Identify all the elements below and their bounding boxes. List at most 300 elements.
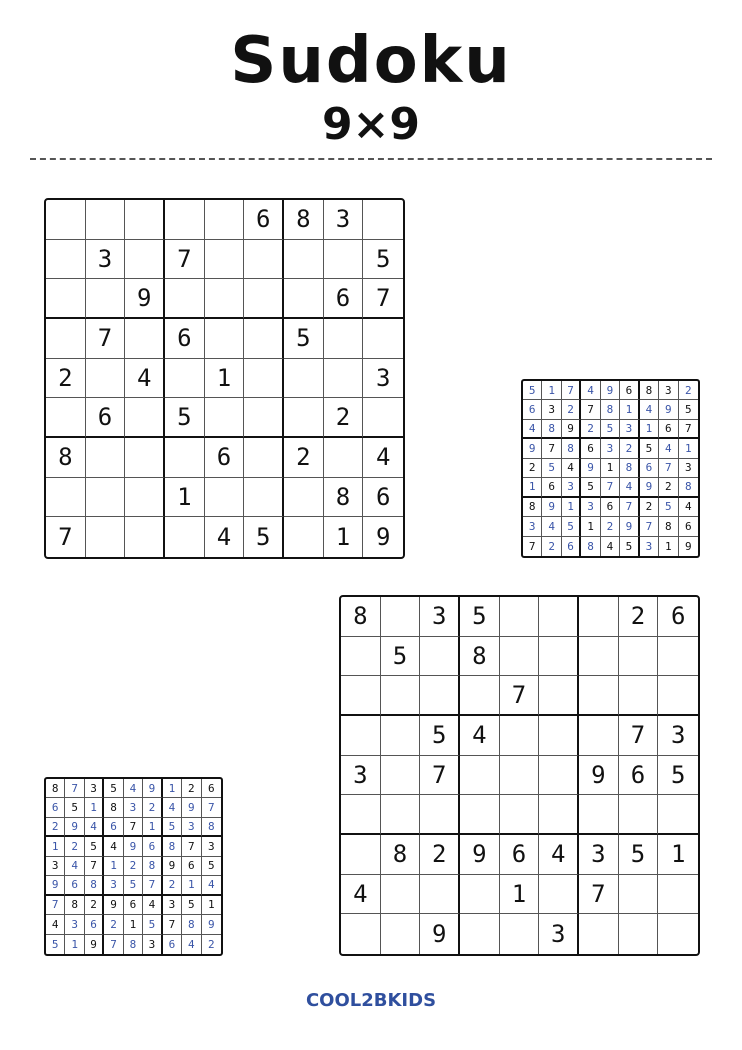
solution-cell: 7 (104, 935, 123, 954)
sudoku-cell[interactable] (205, 478, 245, 518)
solution-cell: 3 (581, 498, 600, 517)
sudoku-cell[interactable] (165, 517, 205, 557)
solution-cell: 1 (659, 537, 678, 556)
sudoku-cell[interactable] (363, 398, 403, 438)
solution-cell: 9 (85, 935, 104, 954)
solution-cell: 2 (523, 459, 542, 478)
sudoku-cell[interactable] (46, 398, 86, 438)
sudoku-cell: 3 (579, 835, 619, 875)
solution-cell: 4 (124, 779, 143, 798)
sudoku-cell: 7 (86, 319, 126, 359)
sudoku-cell[interactable] (420, 676, 460, 716)
solution-cell: 9 (202, 915, 221, 934)
sudoku-cell[interactable] (381, 875, 421, 915)
solution-cell: 5 (124, 876, 143, 895)
solution-cell: 9 (163, 857, 182, 876)
sudoku-cell[interactable] (539, 795, 579, 835)
solution-cell: 4 (679, 498, 698, 517)
sudoku-cell[interactable] (500, 597, 540, 637)
sudoku-cell[interactable] (381, 795, 421, 835)
sudoku-solution-1 (521, 379, 700, 558)
sudoku-cell: 2 (46, 359, 86, 399)
sudoku-cell: 5 (284, 319, 324, 359)
solution-cell: 9 (523, 439, 542, 458)
solution-cell: 3 (523, 517, 542, 536)
sudoku-cell[interactable] (460, 756, 500, 796)
sudoku-cell[interactable] (539, 676, 579, 716)
sudoku-cell: 7 (500, 676, 540, 716)
sudoku-cell[interactable] (244, 240, 284, 280)
solution-cell: 4 (640, 400, 659, 419)
solution-cell: 6 (640, 459, 659, 478)
sudoku-cell: 9 (579, 756, 619, 796)
solution-cell: 9 (65, 818, 84, 837)
solution-cell: 8 (104, 798, 123, 817)
solution-cell: 3 (85, 779, 104, 798)
solution-cell: 5 (542, 459, 561, 478)
sudoku-cell[interactable] (324, 240, 364, 280)
sudoku-cell[interactable] (619, 637, 659, 677)
sudoku-cell[interactable] (125, 398, 165, 438)
sudoku-cell[interactable] (500, 795, 540, 835)
sudoku-cell: 8 (324, 478, 364, 518)
solution-cell: 7 (679, 420, 698, 439)
solution-cell: 5 (65, 798, 84, 817)
solution-cell: 7 (202, 798, 221, 817)
sudoku-cell[interactable] (244, 398, 284, 438)
sudoku-cell[interactable] (460, 914, 500, 954)
sudoku-cell[interactable] (324, 438, 364, 478)
solution-cell: 2 (163, 876, 182, 895)
sudoku-cell[interactable] (165, 438, 205, 478)
sudoku-cell: 3 (420, 597, 460, 637)
sudoku-cell[interactable] (500, 914, 540, 954)
sudoku-cell[interactable] (381, 756, 421, 796)
sudoku-cell[interactable] (244, 359, 284, 399)
solution-cell: 4 (143, 896, 162, 915)
sudoku-cell[interactable] (165, 279, 205, 319)
solution-cell: 5 (523, 381, 542, 400)
sudoku-cell[interactable] (205, 279, 245, 319)
sudoku-cell[interactable] (205, 200, 245, 240)
solution-cell: 5 (640, 439, 659, 458)
solution-cell: 8 (202, 818, 221, 837)
solution-cell: 7 (46, 896, 65, 915)
solution-cell: 3 (46, 857, 65, 876)
sudoku-cell[interactable] (420, 637, 460, 677)
page-title: Sudoku (230, 24, 512, 98)
solution-cell: 8 (65, 896, 84, 915)
solution-cell: 9 (640, 478, 659, 497)
sudoku-cell[interactable] (46, 200, 86, 240)
sudoku-cell: 5 (363, 240, 403, 280)
sudoku-cell[interactable] (619, 875, 659, 915)
solution-cell: 8 (620, 459, 639, 478)
sudoku-cell[interactable] (579, 676, 619, 716)
solution-cell: 3 (640, 537, 659, 556)
sudoku-cell[interactable] (205, 398, 245, 438)
solution-cell: 8 (679, 478, 698, 497)
sudoku-cell[interactable] (500, 716, 540, 756)
sudoku-cell[interactable] (579, 637, 619, 677)
sudoku-cell: 7 (619, 716, 659, 756)
sudoku-cell[interactable] (420, 875, 460, 915)
sudoku-cell: 6 (363, 478, 403, 518)
sudoku-puzzle-1[interactable] (44, 198, 405, 559)
sudoku-cell[interactable] (420, 795, 460, 835)
sudoku-cell[interactable] (324, 319, 364, 359)
solution-cell: 1 (65, 935, 84, 954)
sudoku-cell: 9 (375, 523, 391, 552)
sudoku-cell: 6 (205, 438, 245, 478)
solution-cell: 1 (46, 837, 65, 856)
solution-cell: 6 (202, 779, 221, 798)
solution-cell: 1 (562, 498, 581, 517)
sudoku-cell[interactable] (619, 676, 659, 716)
solution-cell: 2 (542, 537, 561, 556)
solution-cell: 3 (202, 837, 221, 856)
sudoku-cell: 4 (460, 716, 500, 756)
sudoku-cell[interactable] (500, 637, 540, 677)
solution-cell: 7 (659, 459, 678, 478)
solution-cell: 1 (85, 798, 104, 817)
solution-cell: 8 (640, 381, 659, 400)
sudoku-cell: 7 (579, 875, 619, 915)
sudoku-cell: 4 (205, 517, 245, 557)
sudoku-cell[interactable] (500, 756, 540, 796)
solution-cell: 2 (207, 937, 215, 951)
sudoku-cell[interactable] (619, 795, 659, 835)
sudoku-cell[interactable] (460, 795, 500, 835)
sudoku-cell[interactable] (539, 756, 579, 796)
sudoku-cell: 6 (86, 398, 126, 438)
sudoku-cell[interactable] (341, 676, 381, 716)
solution-cell: 8 (523, 498, 542, 517)
sudoku-cell[interactable] (205, 319, 245, 359)
sudoku-cell: 5 (619, 835, 659, 875)
sudoku-cell[interactable] (244, 478, 284, 518)
sudoku-cell[interactable] (381, 597, 421, 637)
solution-cell: 1 (620, 400, 639, 419)
sudoku-cell[interactable] (341, 716, 381, 756)
solution-cell: 2 (46, 818, 65, 837)
sudoku-cell: 8 (341, 597, 381, 637)
solution-cell: 1 (542, 381, 561, 400)
sudoku-cell[interactable] (381, 716, 421, 756)
sudoku-cell: 3 (363, 359, 403, 399)
solution-cell: 7 (562, 381, 581, 400)
sudoku-cell[interactable] (46, 279, 86, 319)
sudoku-cell[interactable] (86, 279, 126, 319)
sudoku-cell[interactable] (579, 914, 619, 954)
solution-cell: 9 (104, 896, 123, 915)
solution-cell: 6 (182, 857, 201, 876)
solution-cell: 1 (143, 818, 162, 837)
solution-cell: 2 (182, 779, 201, 798)
solution-cell: 7 (182, 837, 201, 856)
sudoku-cell[interactable] (46, 319, 86, 359)
sudoku-cell[interactable] (46, 478, 86, 518)
sudoku-cell[interactable] (324, 359, 364, 399)
solution-cell: 4 (659, 439, 678, 458)
sudoku-cell[interactable] (86, 438, 126, 478)
sudoku-cell[interactable] (284, 478, 324, 518)
sudoku-cell[interactable] (284, 359, 324, 399)
sudoku-cell[interactable] (363, 319, 403, 359)
solution-cell: 7 (542, 439, 561, 458)
solution-cell: 6 (581, 439, 600, 458)
sudoku-cell[interactable] (658, 795, 698, 835)
sudoku-cell[interactable] (539, 716, 579, 756)
sudoku-cell[interactable] (284, 398, 324, 438)
sudoku-puzzle-2[interactable] (339, 595, 700, 956)
solution-cell: 8 (85, 876, 104, 895)
solution-cell: 4 (46, 915, 65, 934)
sudoku-cell: 1 (658, 835, 698, 875)
sudoku-cell: 8 (284, 200, 324, 240)
sudoku-cell: 5 (381, 637, 421, 677)
sudoku-cell: 3 (539, 914, 579, 954)
sudoku-cell[interactable] (284, 517, 324, 557)
sudoku-cell[interactable] (460, 676, 500, 716)
sudoku-cell[interactable] (86, 517, 126, 557)
solution-cell: 9 (581, 459, 600, 478)
sudoku-cell[interactable] (579, 716, 619, 756)
solution-cell: 6 (163, 935, 182, 954)
sudoku-cell[interactable] (125, 240, 165, 280)
solution-cell: 6 (659, 420, 678, 439)
sudoku-cell: 1 (324, 517, 364, 557)
solution-cell: 8 (163, 837, 182, 856)
solution-cell: 2 (124, 857, 143, 876)
solution-cell: 7 (143, 876, 162, 895)
solution-cell: 6 (46, 798, 65, 817)
solution-cell: 4 (85, 818, 104, 837)
sudoku-cell: 6 (500, 835, 540, 875)
solution-cell: 8 (542, 420, 561, 439)
sudoku-cell[interactable] (619, 914, 659, 954)
solution-cell: 2 (65, 837, 84, 856)
sudoku-cell[interactable] (165, 359, 205, 399)
solution-cell: 7 (163, 915, 182, 934)
solution-cell: 2 (143, 798, 162, 817)
solution-cell: 5 (104, 779, 123, 798)
sudoku-cell[interactable] (284, 240, 324, 280)
site-logo[interactable]: COOL2BKIDS (305, 990, 437, 1011)
sudoku-cell: 1 (165, 478, 205, 518)
sudoku-cell[interactable] (460, 875, 500, 915)
solution-cell: 6 (143, 837, 162, 856)
sudoku-cell: 4 (125, 359, 165, 399)
sudoku-cell[interactable] (125, 319, 165, 359)
solution-cell: 6 (85, 915, 104, 934)
solution-cell: 1 (640, 420, 659, 439)
sudoku-cell: 9 (460, 835, 500, 875)
solution-cell: 6 (104, 818, 123, 837)
solution-cell: 1 (601, 459, 620, 478)
solution-cell: 2 (620, 439, 639, 458)
solution-cell: 7 (65, 779, 84, 798)
solution-cell: 5 (163, 818, 182, 837)
solution-cell: 6 (601, 498, 620, 517)
solution-cell: 2 (601, 517, 620, 536)
solution-cell: 5 (659, 498, 678, 517)
sudoku-cell: 2 (619, 597, 659, 637)
solution-cell: 4 (581, 381, 600, 400)
solution-cell: 4 (104, 837, 123, 856)
solution-cell: 3 (143, 935, 162, 954)
solution-cell: 5 (562, 517, 581, 536)
solution-cell: 9 (659, 400, 678, 419)
sudoku-cell[interactable] (381, 914, 421, 954)
solution-cell: 3 (620, 420, 639, 439)
sudoku-solution-2 (44, 777, 223, 956)
solution-cell: 4 (542, 517, 561, 536)
sudoku-cell: 3 (658, 716, 698, 756)
sudoku-cell[interactable] (658, 914, 698, 954)
sudoku-cell[interactable] (244, 279, 284, 319)
solution-cell: 6 (523, 400, 542, 419)
solution-cell: 5 (202, 857, 221, 876)
solution-cell: 2 (659, 478, 678, 497)
sudoku-cell[interactable] (363, 200, 403, 240)
sudoku-cell[interactable] (658, 676, 698, 716)
sudoku-cell[interactable] (381, 676, 421, 716)
sudoku-cell[interactable] (579, 795, 619, 835)
solution-cell: 3 (659, 381, 678, 400)
sudoku-cell[interactable] (86, 478, 126, 518)
solution-cell: 1 (202, 896, 221, 915)
solution-cell: 3 (679, 459, 698, 478)
sudoku-cell[interactable] (165, 200, 205, 240)
sudoku-cell[interactable] (658, 875, 698, 915)
sudoku-cell[interactable] (125, 200, 165, 240)
solution-cell: 4 (163, 798, 182, 817)
sudoku-cell[interactable] (341, 637, 381, 677)
solution-cell: 6 (124, 896, 143, 915)
sudoku-cell: 7 (165, 240, 205, 280)
sudoku-cell: 9 (420, 914, 460, 954)
solution-cell: 2 (104, 915, 123, 934)
solution-cell: 5 (581, 478, 600, 497)
sudoku-cell: 8 (381, 835, 421, 875)
sudoku-cell: 5 (420, 716, 460, 756)
solution-cell: 2 (581, 420, 600, 439)
solution-cell: 2 (85, 896, 104, 915)
sudoku-cell[interactable] (125, 478, 165, 518)
sudoku-cell[interactable] (244, 319, 284, 359)
sudoku-cell[interactable] (341, 795, 381, 835)
solution-cell: 9 (542, 498, 561, 517)
sudoku-cell: 6 (244, 200, 284, 240)
solution-cell: 7 (124, 818, 143, 837)
sudoku-cell: 6 (658, 597, 698, 637)
sudoku-cell: 7 (420, 756, 460, 796)
solution-cell: 8 (124, 935, 143, 954)
sudoku-cell[interactable] (205, 240, 245, 280)
solution-cell: 8 (143, 857, 162, 876)
sudoku-cell: 4 (341, 875, 381, 915)
sudoku-cell: 5 (460, 597, 500, 637)
sudoku-cell: 5 (165, 398, 205, 438)
sudoku-cell: 6 (619, 756, 659, 796)
solution-cell: 4 (523, 420, 542, 439)
solution-cell: 8 (601, 400, 620, 419)
sudoku-cell: 9 (125, 279, 165, 319)
solution-cell: 9 (182, 798, 201, 817)
dashed-divider (30, 158, 712, 160)
solution-cell: 4 (202, 876, 221, 895)
solution-cell: 8 (581, 537, 600, 556)
solution-cell: 8 (659, 517, 678, 536)
sudoku-cell: 1 (500, 875, 540, 915)
sudoku-cell: 3 (86, 240, 126, 280)
solution-cell: 5 (679, 400, 698, 419)
sudoku-cell[interactable] (86, 200, 126, 240)
sudoku-cell: 3 (324, 200, 364, 240)
sudoku-cell[interactable] (341, 835, 381, 875)
sudoku-cell[interactable] (125, 438, 165, 478)
solution-cell: 7 (581, 400, 600, 419)
sudoku-cell: 4 (539, 835, 579, 875)
sudoku-cell[interactable] (539, 597, 579, 637)
solution-cell: 1 (581, 517, 600, 536)
solution-cell: 9 (562, 420, 581, 439)
solution-cell: 5 (143, 915, 162, 934)
solution-cell: 1 (182, 876, 201, 895)
sudoku-cell: 1 (205, 359, 245, 399)
sudoku-cell[interactable] (46, 240, 86, 280)
sudoku-cell: 3 (341, 756, 381, 796)
solution-cell: 9 (684, 539, 692, 553)
sudoku-cell[interactable] (539, 637, 579, 677)
sudoku-cell: 5 (244, 517, 284, 557)
solution-cell: 2 (562, 400, 581, 419)
sudoku-cell[interactable] (658, 637, 698, 677)
sudoku-cell[interactable] (86, 359, 126, 399)
solution-cell: 6 (65, 876, 84, 895)
solution-cell: 3 (562, 478, 581, 497)
solution-cell: 3 (104, 876, 123, 895)
solution-cell: 4 (601, 537, 620, 556)
solution-cell: 1 (104, 857, 123, 876)
solution-cell: 7 (85, 857, 104, 876)
sudoku-cell: 2 (324, 398, 364, 438)
solution-cell: 3 (182, 818, 201, 837)
solution-cell: 6 (562, 537, 581, 556)
solution-cell: 9 (46, 876, 65, 895)
sudoku-cell: 2 (284, 438, 324, 478)
sudoku-cell[interactable] (125, 517, 165, 557)
solution-cell: 7 (523, 537, 542, 556)
solution-cell: 7 (620, 498, 639, 517)
page-subtitle: 9×9 (321, 99, 421, 150)
sudoku-cell[interactable] (244, 438, 284, 478)
sudoku-cell: 2 (420, 835, 460, 875)
solution-cell: 3 (601, 439, 620, 458)
sudoku-cell[interactable] (539, 875, 579, 915)
solution-cell: 6 (679, 517, 698, 536)
sudoku-cell[interactable] (579, 597, 619, 637)
sudoku-cell[interactable] (284, 279, 324, 319)
solution-cell: 4 (620, 478, 639, 497)
solution-cell: 6 (620, 381, 639, 400)
solution-cell: 5 (620, 537, 639, 556)
sudoku-cell: 7 (363, 279, 403, 319)
solution-cell: 5 (601, 420, 620, 439)
sudoku-cell[interactable] (341, 914, 381, 954)
solution-cell: 5 (85, 837, 104, 856)
